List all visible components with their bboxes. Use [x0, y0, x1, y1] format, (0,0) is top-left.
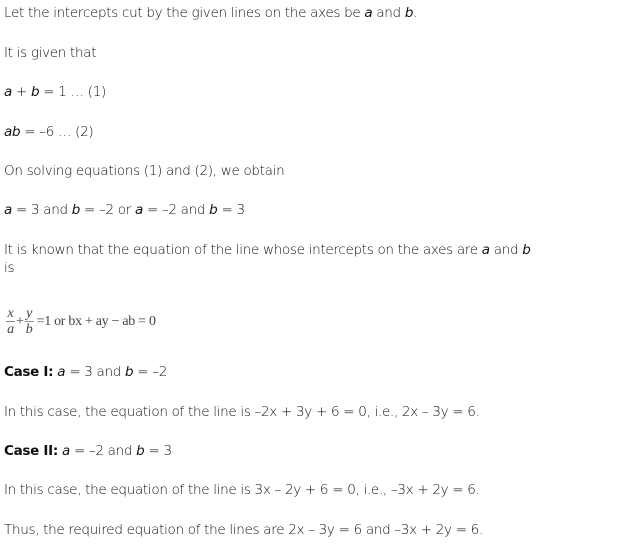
fraction-x-over-a	[6, 306, 15, 337]
formula-rest: =1 or bx + ay − ab = 0	[36, 313, 156, 329]
var-b: b	[136, 443, 145, 459]
case-label: Case I:	[4, 364, 54, 380]
numerator: y	[26, 306, 33, 321]
var-b: b	[404, 5, 414, 21]
solving-line: On solving equations (1) and (2), we obtain	[4, 163, 285, 179]
var-a: a	[57, 364, 66, 380]
text: = 3	[144, 443, 172, 459]
conclusion: Thus, the required equation of the lines are 2x – 3y = 6 and –3x + 2y = 6.	[4, 522, 484, 538]
var-b: b	[209, 202, 218, 218]
text: = –6 … (2)	[20, 124, 94, 140]
case-1-text: In this case, the equation of the line is –2x + 3y + 6 = 0, i.e., 2x – 3y = 6.	[4, 404, 480, 420]
known-line-cont: is	[4, 260, 15, 276]
text: = –2 or	[80, 202, 135, 218]
var-a: a	[364, 5, 373, 21]
text: = –2 and	[142, 202, 210, 218]
case-2-text: In this case, the equation of the line is 3x – 2y + 6 = 0, i.e., –3x + 2y = 6.	[4, 482, 480, 498]
var-a: a	[4, 84, 12, 100]
var-a: a	[481, 242, 490, 258]
fraction-y-over-b	[25, 306, 34, 337]
text: and	[489, 242, 523, 258]
given-line: It is given that	[4, 45, 97, 61]
text: Let the intercepts cut by the given lines on the axes be	[4, 5, 365, 21]
known-line	[4, 242, 531, 258]
text: = 1 … (1)	[39, 84, 106, 100]
equation-1	[4, 84, 106, 100]
var-b: b	[30, 84, 40, 100]
text: = 3	[217, 202, 245, 218]
denominator: a	[7, 322, 14, 337]
text: and	[372, 5, 405, 21]
denominator: b	[25, 322, 33, 337]
text: +	[11, 84, 31, 100]
case-1-heading	[4, 364, 167, 380]
text: .	[413, 5, 418, 21]
plus-sign: +	[16, 313, 24, 329]
var-b: b	[522, 242, 531, 258]
var-a: a	[61, 443, 70, 459]
var-a: a	[134, 202, 143, 218]
intro-line	[4, 5, 417, 21]
intercept-formula	[5, 306, 156, 337]
var-b: b	[124, 364, 134, 380]
text: = –2	[133, 364, 167, 380]
text: = –2 and	[69, 443, 137, 459]
text: It is known that the equation of the line whose intercepts on the axes are	[4, 242, 482, 258]
case-label: Case II:	[4, 443, 58, 459]
solutions-line	[4, 202, 245, 218]
var-b: b	[71, 202, 81, 218]
text: = 3 and	[65, 364, 125, 380]
var-a: a	[4, 202, 12, 218]
numerator: x	[7, 306, 14, 321]
text: = 3 and	[11, 202, 72, 218]
equation-2	[4, 124, 93, 140]
case-2-heading	[4, 443, 172, 459]
var-ab: ab	[4, 124, 21, 140]
